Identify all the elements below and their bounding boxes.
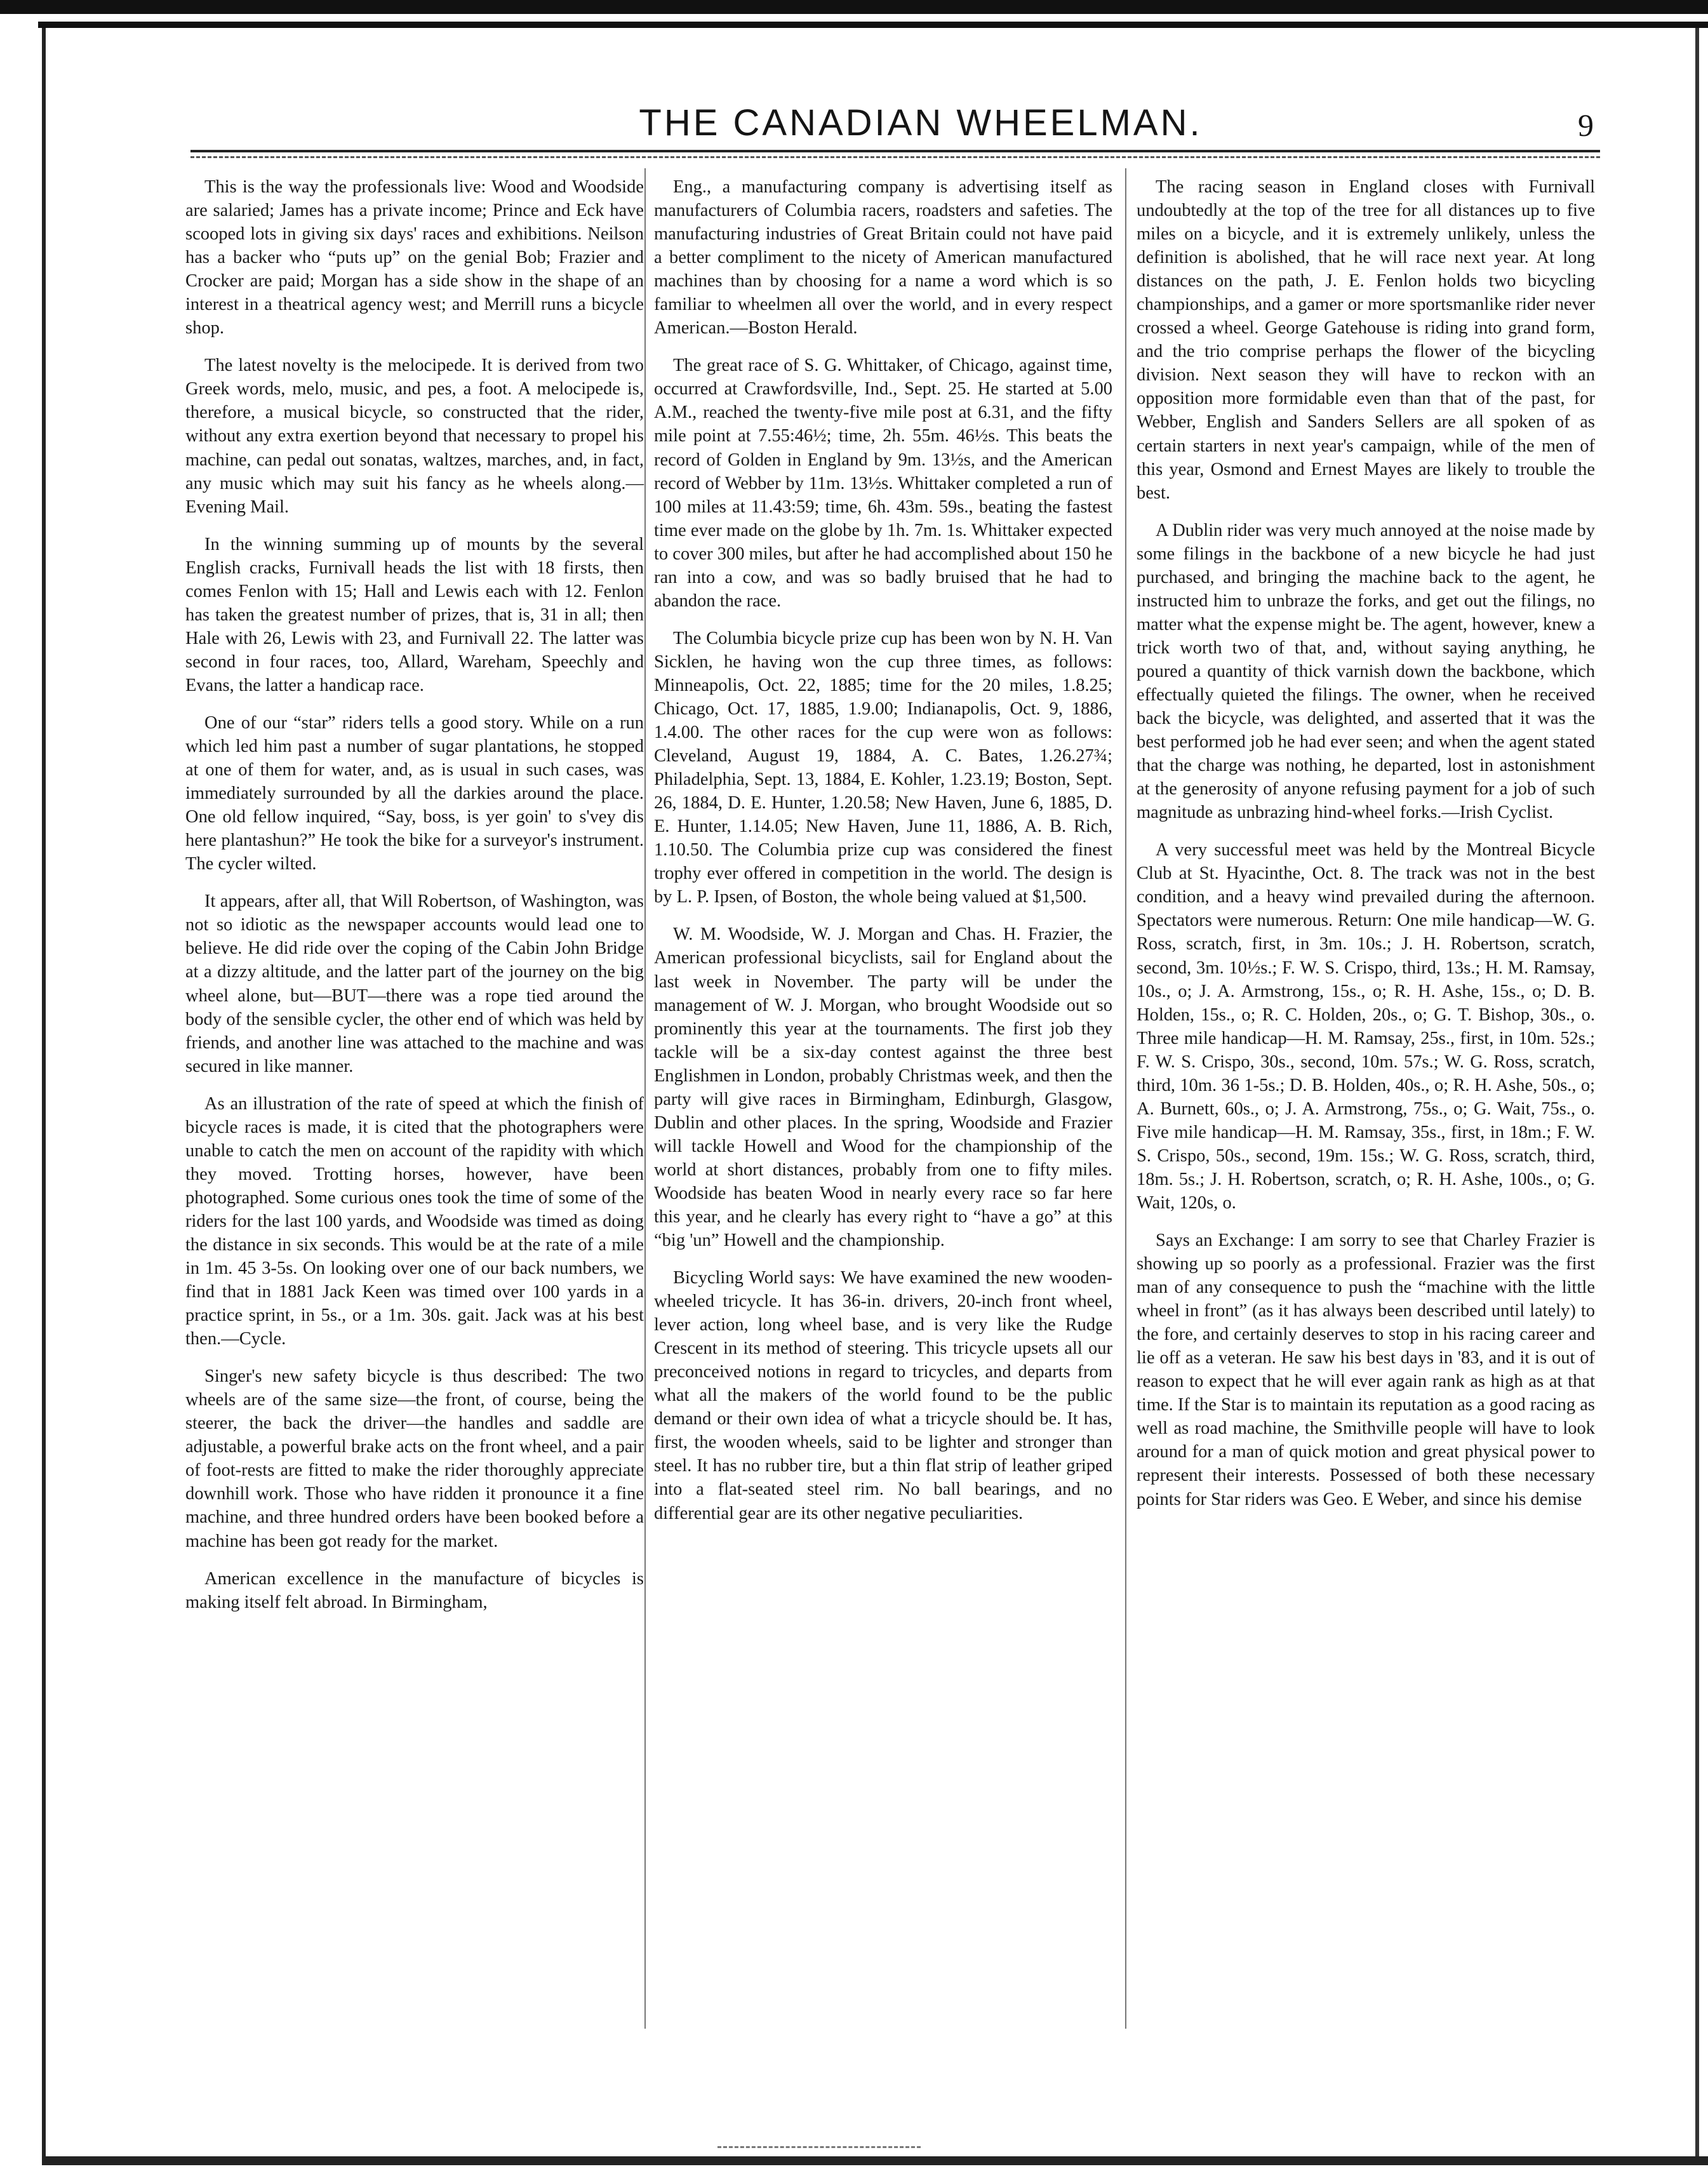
paragraph: One of our “star” riders tells a good story. While on a run which led him past a number of sugar plantations, he stopped at one of them for water, and, as is usual in such cases, was immediately surrounded by all the darkies around the place. One old fellow inquired, “Say, boss, is yer goin' to s'vey dis here plantashun?” He took the bike for a surveyor's instrument. The cycler wilted. [185,712,644,874]
paragraph: In the winning summing up of mounts by the several English cracks, Furnivall heads the list with 18 firsts, then comes Fenlon with 15; Hall and Lewis each with 12. Fenlon has taken the greatest number of prizes, that is, 31 in all; then Hale with 26, Lewis with 23, and Furnivall 22. The latter was second in four races, too, Allard, Wareham, Speechly and Evans, the latter a handicap race. [185,534,644,695]
left-border-rule [42,28,46,2161]
paragraph: This is the way the professionals live: Wood and Woodside are salaried; James has a private income; Prince and Eck have scooped lots in giving six days' races and exhibitions. Neilson has a backer who “puts up” on the genial Bob; Frazier and Crocker are paid; Morgan has a side show in the shape of an interest in a theatrical agency west; and Merrill runs a bicycle shop. [185,177,644,338]
paragraph: The racing season in England closes with Furnivall undoubtedly at the top of the tree for all distances up to five miles on a bicycle, and it is extremely unlikely, unless the definition is abolished, that he will race next year. At long distances on the path, J. E. Fenlon holds two bicycling championships, and a gamer or more sportsmanlike rider never crossed a wheel. George Gatehouse is riding into grand form, and the trio comprise perhaps the flower of the bicycling division. Next season they will have to reckon with an opposition more formidable even than that of the past, for Webber, English and Sanders Sellers are all spoken of as certain starters in next year's campaign, while of the men of this year, Osmond and Ernest Mayes are likely to trouble the best. [1137,177,1595,503]
column-1 [185,175,644,1614]
right-border-rule [1695,28,1699,2161]
paragraph: The great race of S. G. Whittaker, of Chicago, against time, occurred at Crawfordsville, Ind., Sept. 25. He started at 5.00 A.M., reached the twenty-five mile post at 6.31, and the fifty mile point at 7.55:46½; time, 2h. 55m. 46½s. This beats the record of Golden in England by 9m. 13½s, and the American record of Webber by 11m. 13½s. Whittaker completed a run of 100 miles at 11.43:59; time, 6h. 43m. 59s., beating the fastest time ever made on the globe by 1h. 7m. 1s. Whittaker expected to cover 300 miles, but after he had accomplished about 150 he ran into a cow, and was so badly bruised that he had to abandon the race. [654,356,1112,611]
masthead-title: THE CANADIAN WHEELMAN. [639,102,1203,144]
paragraph: American excellence in the manufacture of bicycles is making itself felt abroad. In Birmingham, [185,1568,644,1612]
paragraph: A very successful meet was held by the Montreal Bicycle Club at St. Hyacinthe, Oct. 8. The track was not in the best condition, and a heavy wind prevailed during the afternoon. Spectators were numerous. Return: One mile handicap—W. G. Ross, scratch, first, in 3m. 10s.; J. H. Robertson, scratch, second, 3m. 10½s.; F. W. S. Crispo, third, 13s.; H. M. Ramsay, 10s., o; J. A. Armstrong, 15s., o; R. H. Ashe, 15s., o; D. B. Holden, 15s., o; R. C. Holden, 20s., o; G. T. Bishop, 30s., o. Three mile handicap—H. M. Ramsay, 25s., first, in 10m. 52s.; F. W. S. Crispo, 30s., second, 10m. 57s.; W. G. Ross, scratch, third, 10m. 36 1-5s.; D. B. Holden, 40s., o; R. H. Ashe, 50s., o; A. Burnett, 60s., o; J. A. Armstrong, 75s., o; G. Wait, 75s., o. Five mile handicap—H. M. Ramsay, 35s., first, in 18m.; F. W. S. Crispo, 50s., second, 19m. 15s.; W. G. Ross, scratch, third, 18m. 5s.; J. H. Robertson, scratch, o; R. H. Ashe, 100s., o; G. Wait, 120s, o. [1137,840,1595,1213]
bottom-border-rule [42,2156,1708,2165]
paragraph: Bicycling World says: We have examined the new wooden-wheeled tricycle. It has 36-in. drivers, 20-inch front wheel, lever action, long wheel base, and is very like the Rudge Crescent in its method of steering. This tricycle upsets all our preconceived notions in regard to tricycles, and departs from what all the makers of the world found to be the public demand or their own idea of what a tricycle should be. It has, first, the wooden wheels, said to be lighter and stronger than steel. It has no rubber tire, but a thin flat strip of leather griped into a flat-seated steel rim. No ball bearings, and no differential gear are its other negative peculiarities. [654,1268,1112,1523]
top-border-rule [0,0,1708,14]
paragraph: The Columbia bicycle prize cup has been won by N. H. Van Sicklen, he having won the cup three times, as follows: Minneapolis, Oct. 22, 1885; time for the 20 miles, 1.8.25; Chicago, Oct. 17, 1885, 1.9.00; Indianapolis, Oct. 9, 1886, 1.4.00. The other races for the cup were won as follows: Cleveland, August 19, 1884, A. C. Bates, 1.26.27¾; Philadelphia, Sept. 13, 1884, E. Kohler, 1.23.19; Boston, Sept. 26, 1884, D. E. Hunter, 1.20.58; New Haven, June 6, 1885, D. E. Hunter, 1.14.05; New Haven, June 11, 1886, A. B. Rich, 1.10.50. The Columbia prize cup was considered the finest trophy ever offered in competition in the world. The design is by L. P. Ipsen, of Boston, the whole being valued at $1,500. [654,628,1112,907]
paragraph: Says an Exchange: I am sorry to see that Charley Frazier is showing up so poorly as a professional. Frazier was the first man of any consequence to push the “machine with the little wheel in front” (as it has always been described until lately) to the fore, and certainly deserves to stop in his racing career and lie off as a veteran. He saw his best days in '83, and it is out of reason to expect that he will ever again rank as high as at that time. If the Star is to maintain its reputation as a good racing as well as road machine, the Smithville people will have to look around for a man of quick motion and great physical power to represent their interests. Possessed of both these necessary points for Star riders was Geo. E Weber, and since his demise [1137,1231,1595,1509]
paragraph: Singer's new safety bicycle is thus described: The two wheels are of the same size—the front, of course, being the steerer, the back the driver—the handles and saddle are adjustable, a powerful brake acts on the front wheel, and a pair of foot-rests are fitted to make the rider thoroughly appreciate downhill work. Those who have ridden it pronounce it a fine machine, and three hundred orders have been booked before a machine has been got ready for the market. [185,1366,644,1551]
paragraph: W. M. Woodside, W. J. Morgan and Chas. H. Frazier, the American professional bicyclists, sail for England about the last week in November. The party will be under the management of W. J. Morgan, who brought Woodside out so prominently this year at the tournaments. The first job they tackle will be a six-day contest against the three best Englishmen in London, probably Christmas week, and then the party will give races in Birmingham, Edinburgh, Glasgow, Dublin and other places. In the spring, Woodside and Frazier will tackle Howell and Wood for the championship of the world at short distances, probably from one to fifty miles. Woodside has beaten Wood in nearly every race so far here this year, and he clearly has every right to “have a go” at this “big 'un” Howell and the championship. [654,924,1112,1251]
paragraph: As an illustration of the rate of speed at which the finish of bicycle races is made, it is cited that the photographers were unable to catch the men on account of the rapidity with which they moved. Trotting horses, however, have been photographed. Some curious ones took the time of some of the riders for the last 100 yards, and Woodside was timed as doing the distance in six seconds. This would be at the rate of a mile in 1m. 45 3-5s. On looking over one of our back numbers, we find that in 1881 Jack Keen was timed over 100 yards in a practice sprint, in 5s., or a 1m. 30s. gait. Jack was at his best then.—Cycle. [185,1093,644,1349]
top-border-rule-inner [38,22,1708,28]
footer-dashed-rule [717,2146,921,2148]
paragraph: Eng., a manufacturing company is advertising itself as manufacturers of Columbia racers, roadsters and safeties. The manufacturing industries of Great Britain could not have paid a better compliment to the nicety of American manufactured machines than by choosing for a name a word which is so familiar to wheelmen all over the world, and in every respect American.—Boston Herald. [654,177,1112,338]
paragraph: The latest novelty is the melocipede. It is derived from two Greek words, melo, music, and pes, a foot. A melocipede is, therefore, a musical bicycle, so constructed that the rider, without any extra exertion beyond that necessary to propel his machine, can pedal out sonatas, waltzes, marches, and, in fact, any music which may suit his fancy as he wheels along.—Evening Mail. [185,356,644,517]
header-rule [190,150,1600,152]
header-rule-dashed [190,156,1600,158]
column-divider [644,168,646,2029]
paragraph: A Dublin rider was very much annoyed at the noise made by some filings in the backbone of a new bicycle he had just purchased, and bringing the machine back to the agent, he instructed him to unbraze the forks, and get out the filings, no matter what the expense might be. The agent, however, knew a trick worth two of that, and, without saying anything, he poured a quantity of thick varnish down the backbone, which effectually quieted the filings. The owner, when he received back the bicycle, was delighted, and asserted that it was the best performed job he had ever seen; and when the agent stated that the charge was nothing, he departed, lost in astonishment at the generosity of anyone refusing payment for a job of such magnitude as unbrazing hind-wheel forks.—Irish Cyclist. [1137,520,1595,823]
page-number: 9 [1578,107,1594,143]
column-2 [654,175,1112,1525]
column-3 [1137,175,1595,1511]
column-divider [1125,168,1126,2029]
paragraph: It appears, after all, that Will Robertson, of Washington, was not so idiotic as the newspaper accounts would lead one to believe. He did ride over the coping of the Cabin John Bridge at a dizzy altitude, and the latter part of the journey on the big wheel alone, but—BUT—there was a rope tied around the body of the sensible cycler, the other end of which was held by friends, and another line was attached to the machine and was secured in like manner. [185,891,644,1076]
